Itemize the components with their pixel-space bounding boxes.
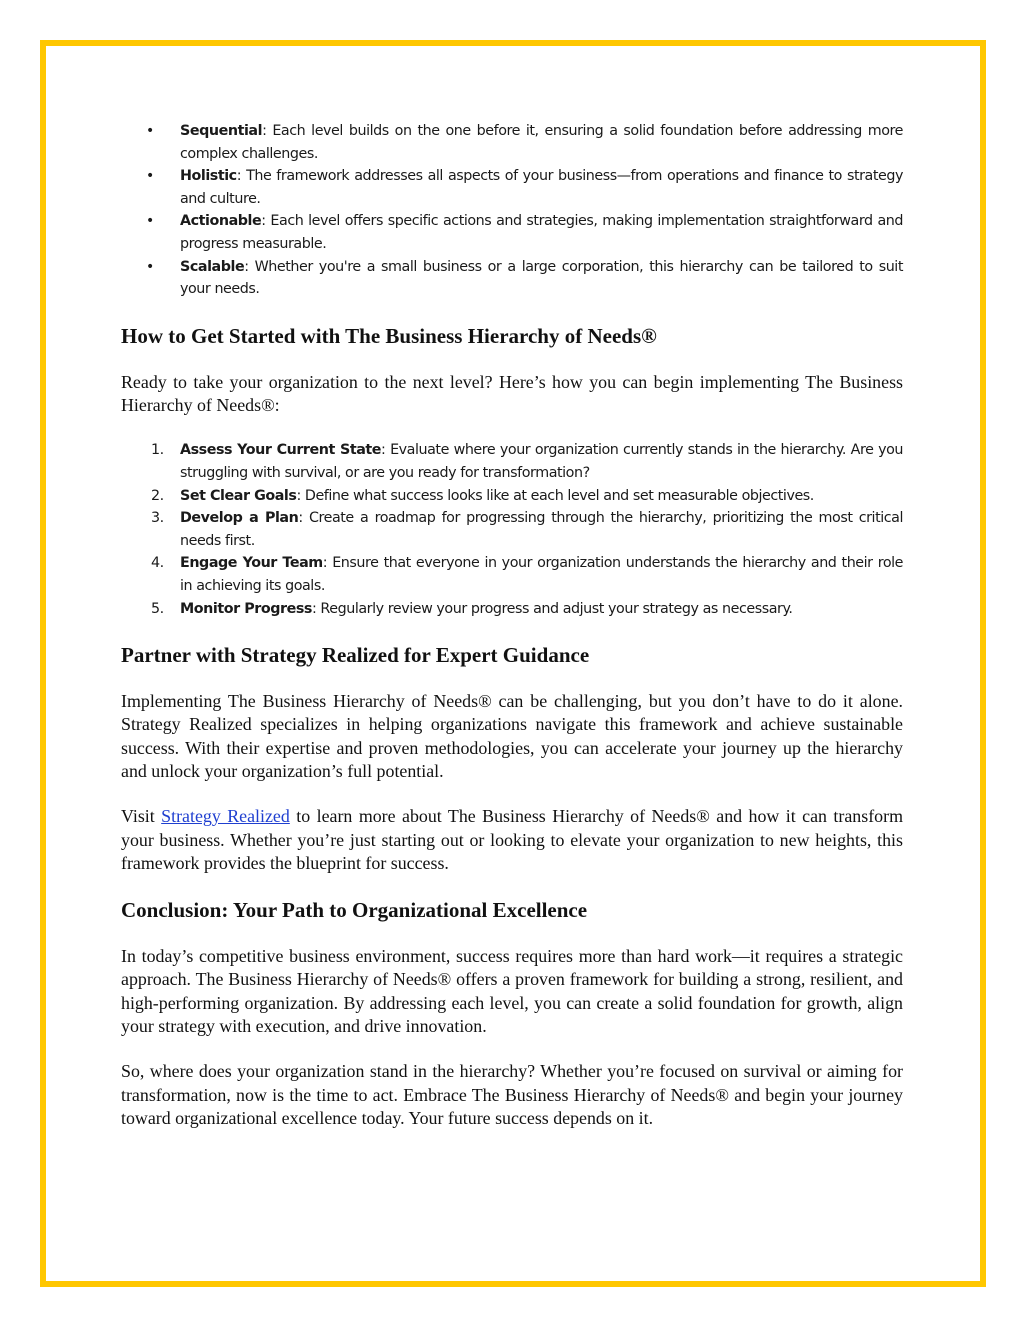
list-item	[121, 507, 903, 552]
conclusion-paragraph-1: In today’s competitive business environment, success requires more than hard work—it requires a strategic approach. The Business Hierarchy of Needs® offers a proven framework for building a strong, resilient, and high-performing organization. By addressing each level, you can create a solid foundation for growth, align your strategy with execution, and drive innovation.	[121, 946, 903, 1037]
step-term: Set Clear Goals	[180, 487, 297, 504]
list-item	[121, 485, 903, 508]
step-number: 4.	[151, 555, 164, 572]
bullet-text: : Each level offers specific actions and strategies, making implementation straightforward and progress measurable.	[180, 213, 903, 252]
list-item	[121, 165, 903, 210]
list-item	[121, 210, 903, 255]
step-term: Develop a Plan	[180, 510, 299, 527]
visit-suffix: to learn more about The Business Hierarchy of Needs® and how it can transform your business. Whether you’re just starting out or looking to elevate your organization to new heights, this framework provides the blueprint for success.	[121, 806, 903, 873]
list-item	[121, 439, 903, 484]
visit-prefix: Visit	[121, 806, 162, 827]
list-item	[121, 256, 903, 301]
strategy-realized-link[interactable]: Strategy Realized	[161, 806, 290, 827]
features-bullet-list	[121, 120, 903, 301]
bullet-marker: •	[146, 168, 154, 185]
bullet-marker: •	[146, 258, 154, 275]
get-started-intro: Ready to take your organization to the next level? Here’s how you can begin implementing The Business Hierarchy of Needs®:	[121, 371, 903, 416]
visit-paragraph	[121, 805, 903, 875]
section-heading-conclusion: Conclusion: Your Path to Organizational Excellence	[121, 898, 588, 923]
steps-numbered-list	[121, 439, 903, 620]
section-heading-partner: Partner with Strategy Realized for Expert Guidance	[121, 643, 590, 668]
list-item	[121, 552, 903, 597]
step-number: 3.	[151, 510, 164, 527]
step-text: : Ensure that everyone in your organization understands the hierarchy and their role in achieving its goals.	[180, 555, 903, 594]
list-item	[121, 598, 903, 621]
step-text: : Create a roadmap for progressing through the hierarchy, prioritizing the most critical needs first.	[180, 510, 904, 549]
step-text: : Define what success looks like at each level and set measurable objectives.	[296, 487, 814, 504]
step-text: : Evaluate where your organization currently stands in the hierarchy. Are you struggling with survival, or are you ready for transformation?	[180, 442, 903, 481]
bullet-marker: •	[146, 123, 154, 139]
step-text: : Regularly review your progress and adjust your strategy as necessary.	[311, 600, 793, 617]
step-number: 2.	[151, 487, 164, 504]
bullet-text: : Each level builds on the one before it, ensuring a solid foundation before addressing more complex challenges.	[180, 123, 903, 162]
step-term: Assess Your Current State	[180, 442, 382, 459]
document-content	[121, 120, 903, 1130]
bullet-text: : Whether you're a small business or a large corporation, this hierarchy can be tailored to suit your needs.	[180, 258, 903, 298]
section-heading-get-started: How to Get Started with The Business Hierarchy of Needs®	[121, 323, 657, 348]
bullet-marker: •	[146, 213, 154, 230]
conclusion-paragraph-2: So, where does your organization stand in the hierarchy? Whether you’re focused on survival or aiming for transformation, now is the time to act. Embrace The Business Hierarchy of Needs® and begin your journey toward organizational excellence today. Your future success depends on it.	[121, 1061, 903, 1128]
bullet-term: Scalable	[180, 258, 245, 275]
bullet-text: : The framework addresses all aspects of your business—from operations and finance to strategy and culture.	[180, 168, 903, 207]
partner-paragraph: Implementing The Business Hierarchy of Needs® can be challenging, but you don’t have to do it alone. Strategy Realized specializes in helping organizations navigate this framework and achieve sustainable success. With their expertise and proven methodologies, you can accelerate your journey up the hierarchy and unlock your organization’s full potential.	[121, 691, 903, 781]
bullet-term: Sequential	[180, 123, 263, 139]
step-number: 1.	[151, 442, 164, 459]
step-term: Monitor Progress	[180, 600, 312, 617]
step-term: Engage Your Team	[180, 555, 323, 572]
list-item	[121, 120, 903, 165]
step-number: 5.	[151, 600, 164, 617]
bullet-term: Holistic	[180, 168, 237, 185]
bullet-term: Actionable	[180, 213, 262, 230]
